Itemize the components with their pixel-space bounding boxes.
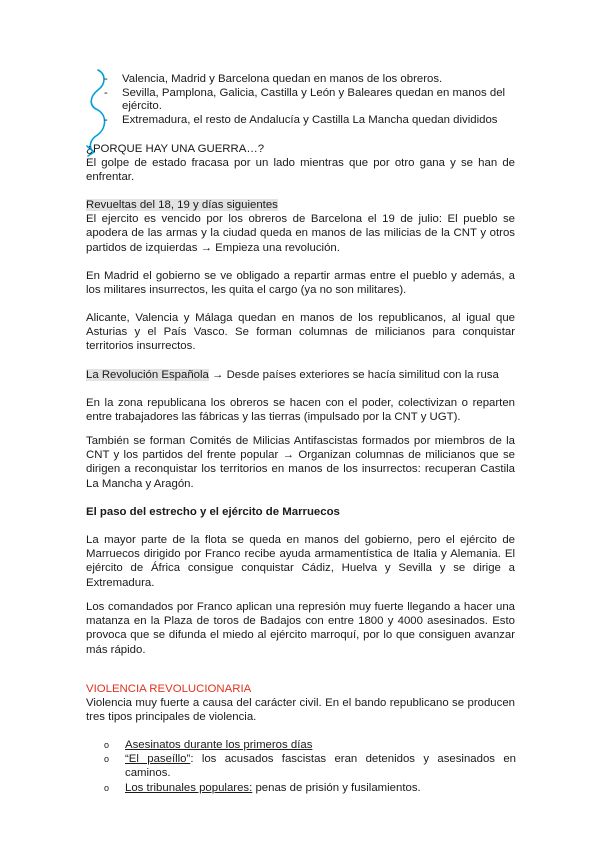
revolucion-text: → Desde países exteriores se hacía similitud con la rusa <box>208 369 499 381</box>
regions-bullet-list <box>100 73 520 127</box>
question-paragraph: El golpe de estado fracasa por un lado mientras que por otro gana y se han de enfrentar. <box>86 157 515 184</box>
violencia-heading: VIOLENCIA REVOLUCIONARIA <box>86 683 252 695</box>
flota-paragraph: La mayor parte de la flota se queda en manos del gobierno, pero el ejército de Marruecos dirigido por Franco recibe ayuda armamentística de Italia y Alemania. El ejército de África consigue conquistar Cádiz, Huelva y Sevilla y se dirige a Extremadura. <box>86 534 515 589</box>
alicante-paragraph: Alicante, Valencia y Málaga quedan en manos de los republicanos, al igual que Asturias y el País Vasco. Se forman columnas de milicianos para conquistar territorios insurrectos. <box>86 312 515 353</box>
list-item: o Los tribunales populares: penas de prisión y fusilamientos. <box>104 781 421 794</box>
list-item: o Asesinatos durante los primeros días <box>104 739 313 751</box>
violence-types-list <box>104 738 516 795</box>
question-heading: ¿PORQUE HAY UNA GUERRA…? <box>86 143 265 155</box>
violencia-section <box>86 682 515 725</box>
list-item: o “El paseíllo”: los acusados fascistas eran detenidos y asesinados en caminos. <box>104 753 516 780</box>
question-section <box>86 142 515 185</box>
revueltas-heading: Revueltas del 18, 19 y días siguientes <box>86 199 278 211</box>
revolucion-line <box>86 368 515 382</box>
revolucion-label: La Revolución Española <box>86 369 209 381</box>
list-item: - Sevilla, Pamplona, Galicia, Castilla y León y Baleares quedan en manos del ejército. <box>104 86 506 113</box>
violencia-paragraph: Violencia muy fuerte a causa del carácter civil. En el bando republicano se producen tres tipos principales de violencia. <box>86 697 515 724</box>
revueltas-section <box>86 198 515 255</box>
comandados-paragraph: Los comandados por Franco aplican una represión muy fuerte llegando a hacer una matanza en la Plaza de toros de Badajos con entre 1800 y 4000 asesinados. Esto provoca que se difunda el miedo al ejército marroquí, por lo que consiguen avanzar más rápido. <box>86 601 515 656</box>
estrecho-heading: El paso del estrecho y el ejército de Marruecos <box>86 506 340 518</box>
zona-paragraph: En la zona republicana los obreros se hacen con el poder, colectivizan o reparten entre trabajadores las fábricas y las tierras (impulsado por la CNT y UGT). <box>86 397 515 424</box>
madrid-paragraph: En Madrid el gobierno se ve obligado a repartir armas entre el pueblo y además, a los militares insurrectos, les quita el cargo (ya no son militares). <box>86 270 515 297</box>
comites-paragraph: También se forman Comités de Milicias Antifascistas formados por miembros de la CNT y los partidos del frente popular → Organizan columnas de milicianos que se dirigen a reconquistar los territorios en manos de los insurrectos: recuperan Castila La Mancha y Aragón. <box>86 435 515 490</box>
list-item: - Extremadura, el resto de Andalucía y Castilla La Mancha quedan divididos <box>104 113 498 126</box>
revueltas-paragraph: El ejercito es vencido por los obreros de Barcelona el 19 de julio: El pueblo se apodera de las armas y la ciudad queda en manos de las milicias de la CNT y otros partidos de izquierdas → Empieza una revolución. <box>86 213 515 254</box>
list-item: - Valencia, Madrid y Barcelona quedan en manos de los obreros. <box>104 73 443 85</box>
